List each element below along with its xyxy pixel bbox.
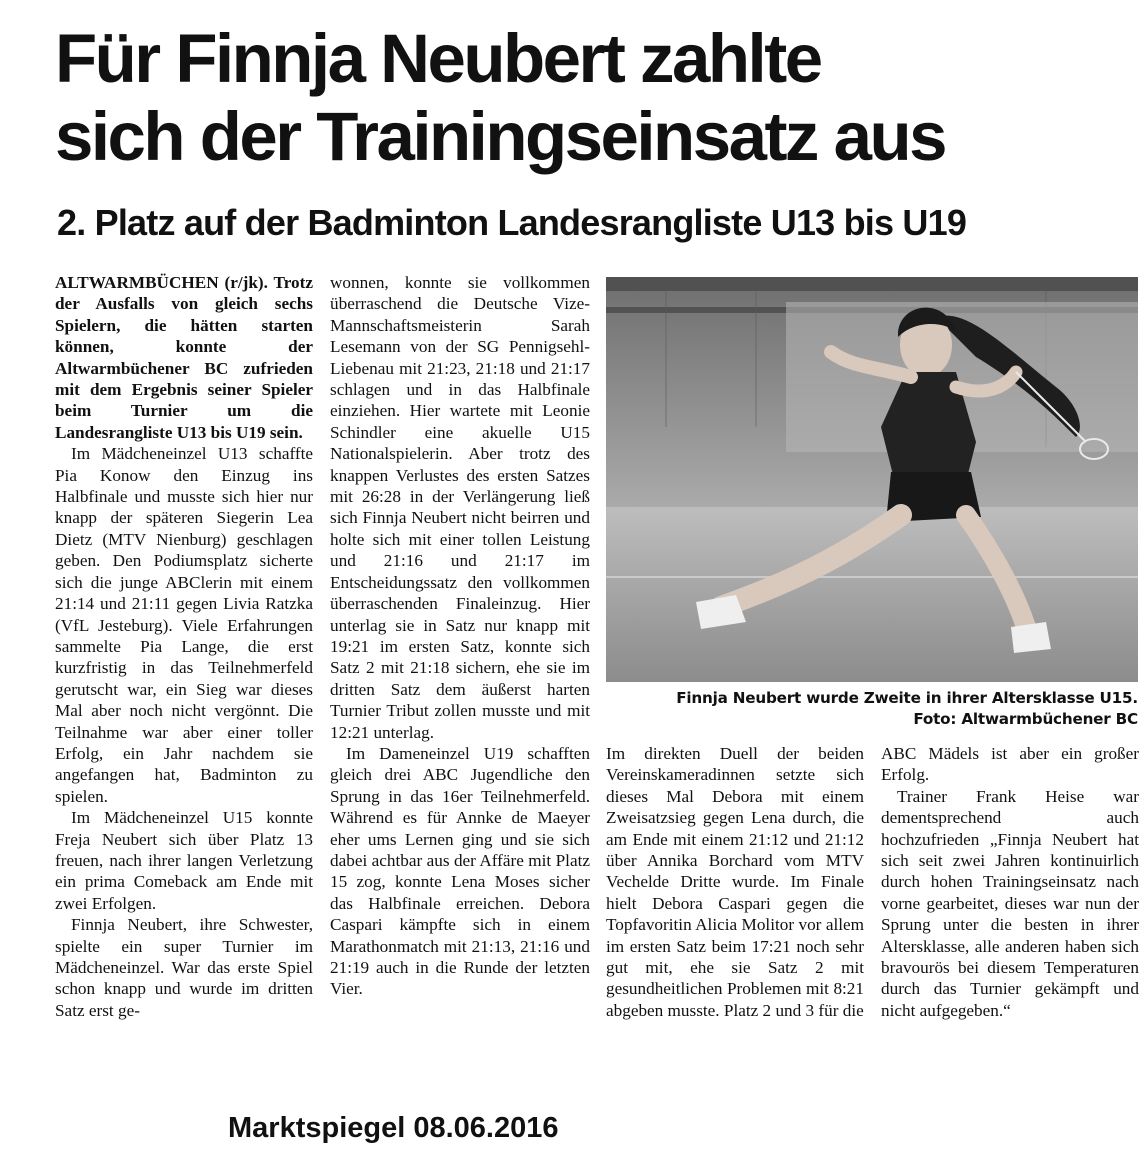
article-paragraph: Im Mädcheneinzel U15 konnte Freja Neubert sich über Platz 13 freuen, nach ihrer langen Verletzung ein prima Comeback am Ende mit zwei Erfolgen. [55,808,313,913]
caption-text: Finnja Neubert wurde Zweite in ihrer Altersklasse U15. [676,689,1138,707]
article-photo [606,277,1138,682]
article-paragraph: Im Dameneinzel U19 schafften gleich drei ABC Jugendliche den Sprung in das 16er Teilnehmerfeld. Während es für Annke de Maeyer eher ums Lernen ging und sie sich dabei achtbar aus der Affäre mit Platz 15 zog, konnte Lena Moses sicher das Halbfinale erreichen. Debora Caspari kämpfte sich in einem Marathonmatch mit 21:13, 21:16 und 21:19 auch in die Runde der letzten Vier. [330,743,590,999]
article-lead-paragraph: ALTWARMBÜCHEN (r/jk). Trotz der Ausfalls von gleich sechs Spielern, die hätten starten können, konnte der Altwarmbüchener BC zufrieden mit dem Ergebnis seiner Spieler beim Turnier um die Landesrangliste U13 bis U19 sein. [55,273,313,442]
source-footer: Marktspiegel 08.06.2016 [228,1112,559,1144]
article-column-2 [330,272,590,1000]
article-paragraph-continued: ABC Mädels ist aber ein großer Erfolg. [881,744,1139,785]
subheadline: 2. Platz auf der Badminton Landesrangliste U13 bis U19 [57,202,967,243]
article-paragraph: Finnja Neubert, ihre Schwester, spielte ein super Turnier im Mädcheneinzel. War das erste Spiel schon knapp und wurde im dritten Satz erst ge- [55,915,313,1020]
headline [55,20,1135,176]
photo-credit: Foto: Altwarmbüchener BC [913,710,1138,728]
headline-line-2: sich der Trainingseinsatz aus [55,98,945,175]
article-column-4 [881,743,1139,1021]
article-column-1 [55,272,313,1021]
article-paragraph: Im Mädcheneinzel U13 schaffte Pia Konow den Einzug ins Halbfinale und musste sich hier nur knapp der späteren Siegerin Lea Dietz (MTV Nienburg) geschlagen geben. Den Podiumsplatz sicherte sich die junge ABClerin mit einem 21:14 und 21:11 gegen Livia Ratzka (VfL Jesteburg). Viele Erfahrungen sammelte Pia Lange, die erst kurzfristig in das Teilnehmerfeld gerutscht war, ein Sieg war dieses Mal aber noch nicht vergönnt. Die Teilnahme war aber einer toller Erfolg, ein Jahr nachdem sie angefangen hat, Badminton zu spielen. [55,444,313,806]
badminton-player-photo [606,277,1138,682]
headline-line-1: Für Finnja Neubert zahlte [55,20,821,97]
article-paragraph: Trainer Frank Heise war dementsprechend auch hochzufrieden „Finnja Neubert hat sich seit zwei Jahren kontinuirlich durch hohen Trainingseinsatz nach vorne gearbeitet, dieses war nun der Sprung unter die besten in ihrer Altersklasse, alle anderen haben sich bravourös bei diesem Temperaturen durch das Turnier gekämpft und nicht aufgegeben.“ [881,786,1139,1020]
article-paragraph-continued: wonnen, konnte sie vollkommen überraschend die Deutsche Vize-Mannschaftsmeisterin Sarah Lesemann von der SG Pennigsehl-Liebenau mit 21:23, 21:18 und 21:17 schlagen und in das Halbfinale einziehen. Hier wartete mit Leonie Schindler eine akuelle U15 Nationalspielerin. Aber trotz des knappen Verlustes des ersten Satzes mit 26:28 in der Verlängerung ließ sich Finnja Neubert nicht beirren und holte sich mit einer tollen Leistung und 21:16 und 21:17 im Entscheidungssatz den vollkommen überraschenden Finaleinzug. Hier unterlag sie in Satz nur knapp mit 19:21 im ersten Satz, konnte sich Satz 2 mit 21:18 sichern, ehe sie im dritten Satz dem äußerst harten Turnier Tribut zollen musste und mit 12:21 unterlag. [330,273,590,742]
article-paragraph: Im direkten Duell der beiden Vereinskameradinnen setzte sich dieses Mal Debora mit einem Zweisatzsieg gegen Lena durch, die am Ende mit einem 21:12 und 21:12 über Annika Borchard vom MTV Vechelde Dritte wurde. Im Finale hielt Debora Caspari gegen die Topfavoritin Alicia Molitor vor allem im ersten Satz beim 17:21 noch sehr gut mit, ehe sie Satz 2 mit gesundheitlichen Problemen mit 8:21 abgeben musste. Platz 2 und 3 für die [606,744,864,1020]
photo-caption [606,688,1138,730]
article-column-3 [606,743,864,1021]
